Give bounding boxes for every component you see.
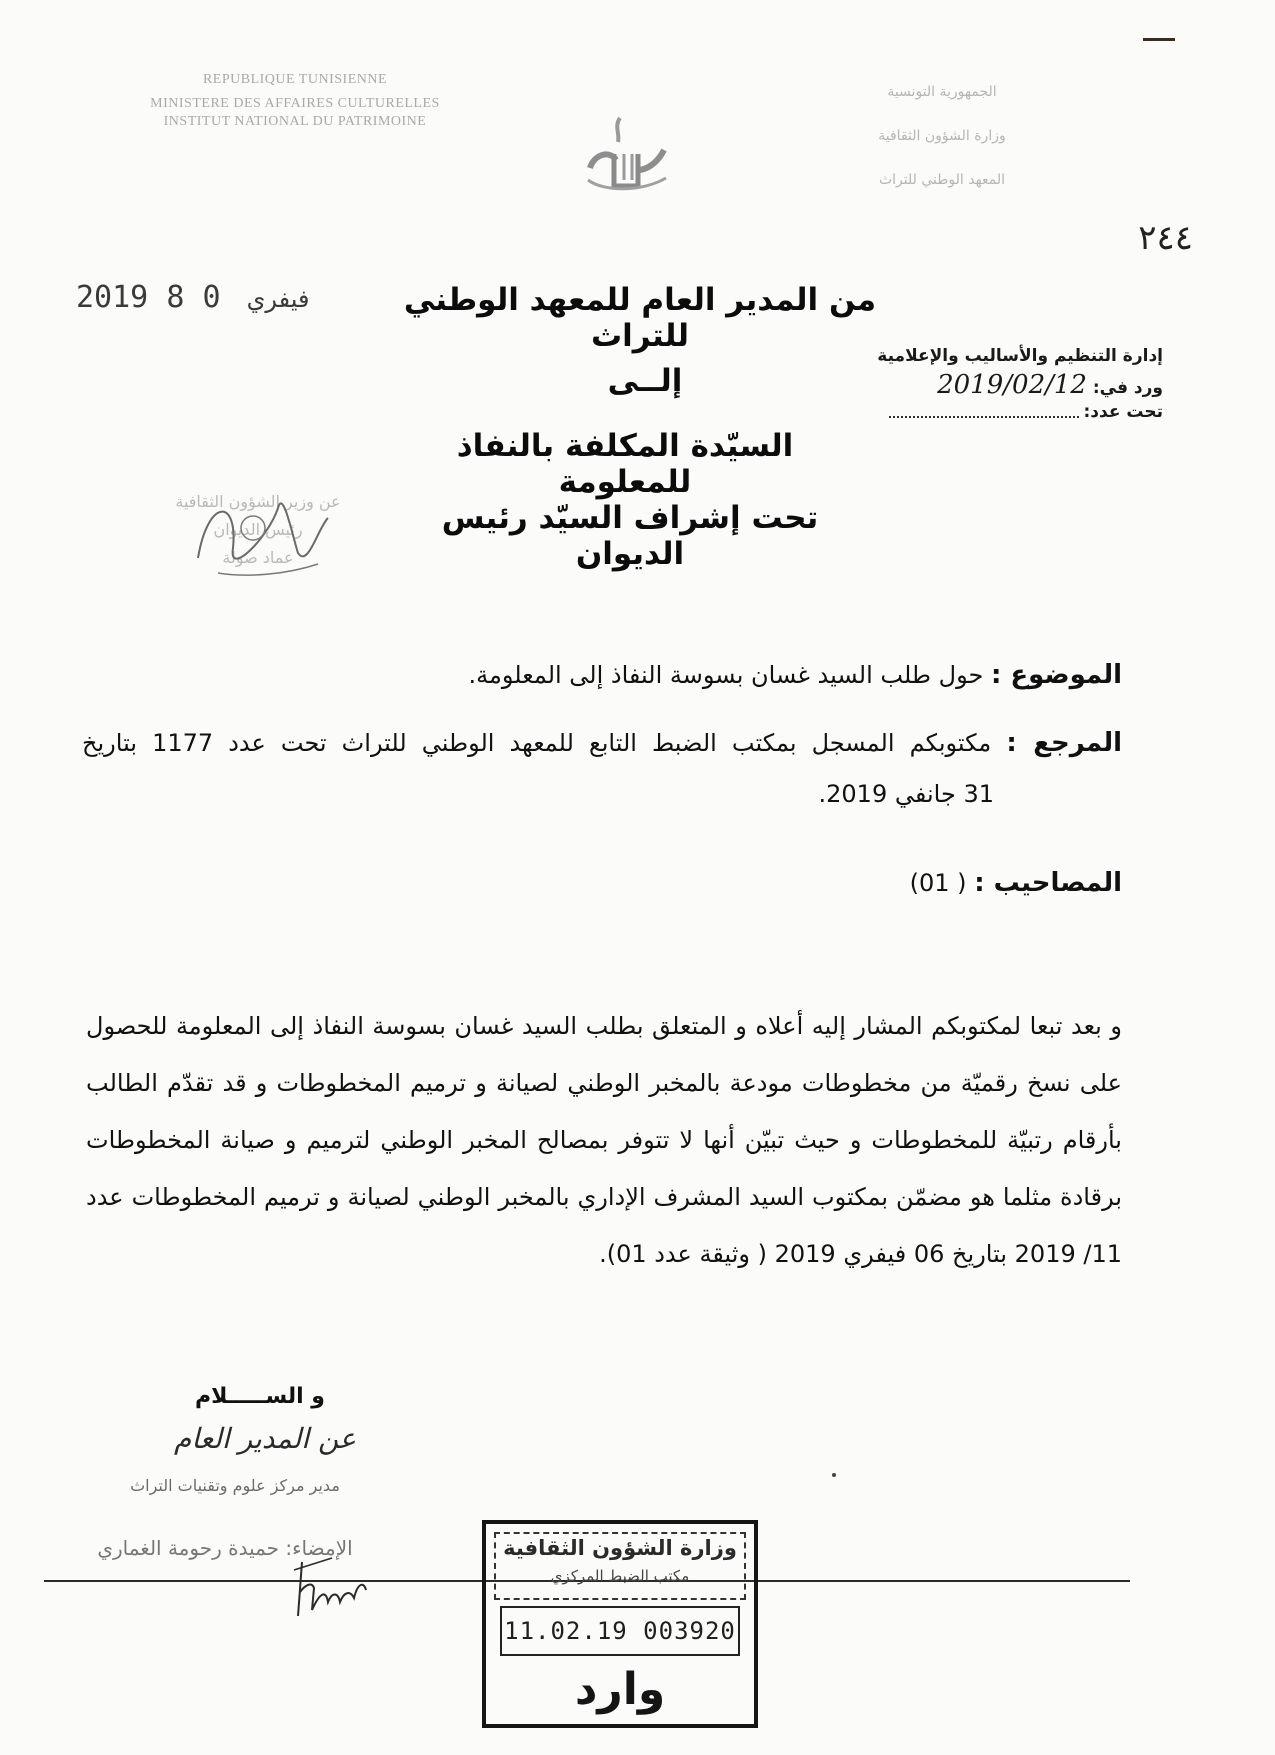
- attachments-line: [622, 868, 1122, 898]
- attachments-value: ( 01): [909, 869, 967, 897]
- sender-title: من المدير العام للمعهد الوطني للتراث: [403, 282, 877, 354]
- subject-text: حول طلب السيد غسان بسوسة النفاذ إلى المعلومة.: [468, 661, 984, 689]
- signature-scribble-icon: [178, 478, 338, 588]
- left-signature-stamp: عن وزير الشؤون الثقافية رئيس الديوان عماد صولة: [118, 488, 398, 608]
- ref-number: ٢٤٤: [1138, 218, 1193, 258]
- pen-mark: [1143, 38, 1175, 41]
- attachments-label: المصاحيب :: [974, 868, 1122, 898]
- letterhead-ar: [837, 70, 1047, 202]
- letterhead-fr: [110, 68, 480, 134]
- date-year: 2019: [76, 280, 149, 315]
- reference-block: [82, 728, 1122, 808]
- admin-received: ورد في: 2019/02/12: [937, 370, 1163, 400]
- fr-institute: INSTITUT NATIONAL DU PATRIMOINE: [163, 114, 427, 129]
- reference-line1: [82, 728, 1122, 758]
- registry-ministry: وزارة الشؤون الثقافية: [503, 1536, 737, 1560]
- admin-dept: إدارة التنظيم والأساليب والإعلامية: [877, 346, 1163, 366]
- registry-status: وارد: [574, 1664, 666, 1715]
- date-day: 0 8: [166, 280, 221, 315]
- registry-number-box: [500, 1606, 740, 1656]
- ar-institute: المعهد الوطني للتراث: [878, 172, 1006, 188]
- registry-office: مكتب الضبط المركزي: [550, 1567, 690, 1585]
- closing-on-behalf: عن المدير العام: [174, 1422, 356, 1455]
- ar-republic: الجمهورية التونسية: [887, 84, 997, 100]
- reference-label: المرجع :: [1006, 728, 1122, 758]
- reference-text: مكتوبكم المسجل بمكتب الضبط التابع للمعهد الوطني للتراث تحت عدد 1177 بتاريخ: [82, 729, 992, 757]
- closing-signature-label: الإمضاء: حميدة رحومة الغماري: [97, 1536, 353, 1560]
- closing-salutation: و الســـــلام: [195, 1384, 325, 1409]
- director-signature-icon: [292, 1552, 372, 1622]
- body-paragraph: و بعد تبعا لمكتوبكم المشار إليه أعلاه و المتعلق بطلب السيد غسان بسوسة النفاذ إلى المعلومة للحصول على نسخ رقميّة من مخطوطات مودعة بالمخبر الوطني لصيانة و ترميم المخطوطات و قد تقدّم الطالب بأرقام رتبيّة للمخطوطات و حيث تبيّن أنها لا تتوفر بمصالح المخبر الوطني لترميم و صيانة المخطوطات برقادة مثلما هو مضمّن بمكتوب السيد المشرف الإداري بالمخبر الوطني لصيانة و ترميم المخطوطات عدد 11/ 2019 بتاريخ 06 فيفري 2019 ( وثيقة عدد 01).: [86, 1012, 1122, 1268]
- admin-received-date: 2019/02/12: [937, 370, 1087, 400]
- supervision-title: تحت إشراف السيّد رئيس الديوان: [441, 500, 819, 572]
- to-word: إلــى: [607, 363, 683, 399]
- date-stamp: [76, 280, 317, 315]
- reference-line2: 31 جانفي 2019.: [818, 780, 994, 808]
- recipient-title: السيّدة المكلفة بالنفاذ للمعلومة: [456, 428, 794, 500]
- speck: [832, 1473, 836, 1477]
- fr-ministry: MINISTERE DES AFFAIRES CULTURELLES: [150, 96, 440, 111]
- fr-republic: REPUBLIQUE TUNISIENNE: [202, 72, 388, 87]
- registry-number: 11.02.19 003920: [504, 1617, 736, 1645]
- admin-number: تحت عدد:: [873, 402, 1163, 422]
- subject-line: [82, 660, 1122, 690]
- closing-title: مدير مركز علوم وتقنيات التراث: [130, 1476, 340, 1495]
- inp-logo-icon: [580, 110, 670, 195]
- date-month: فيفري: [246, 285, 310, 313]
- registry-stamp: [482, 1520, 758, 1728]
- admin-stamp: [873, 346, 1163, 422]
- registry-header: [494, 1532, 746, 1600]
- subject-label: الموضوع :: [990, 660, 1122, 690]
- ar-ministry: وزارة الشؤون الثقافية: [878, 128, 1006, 144]
